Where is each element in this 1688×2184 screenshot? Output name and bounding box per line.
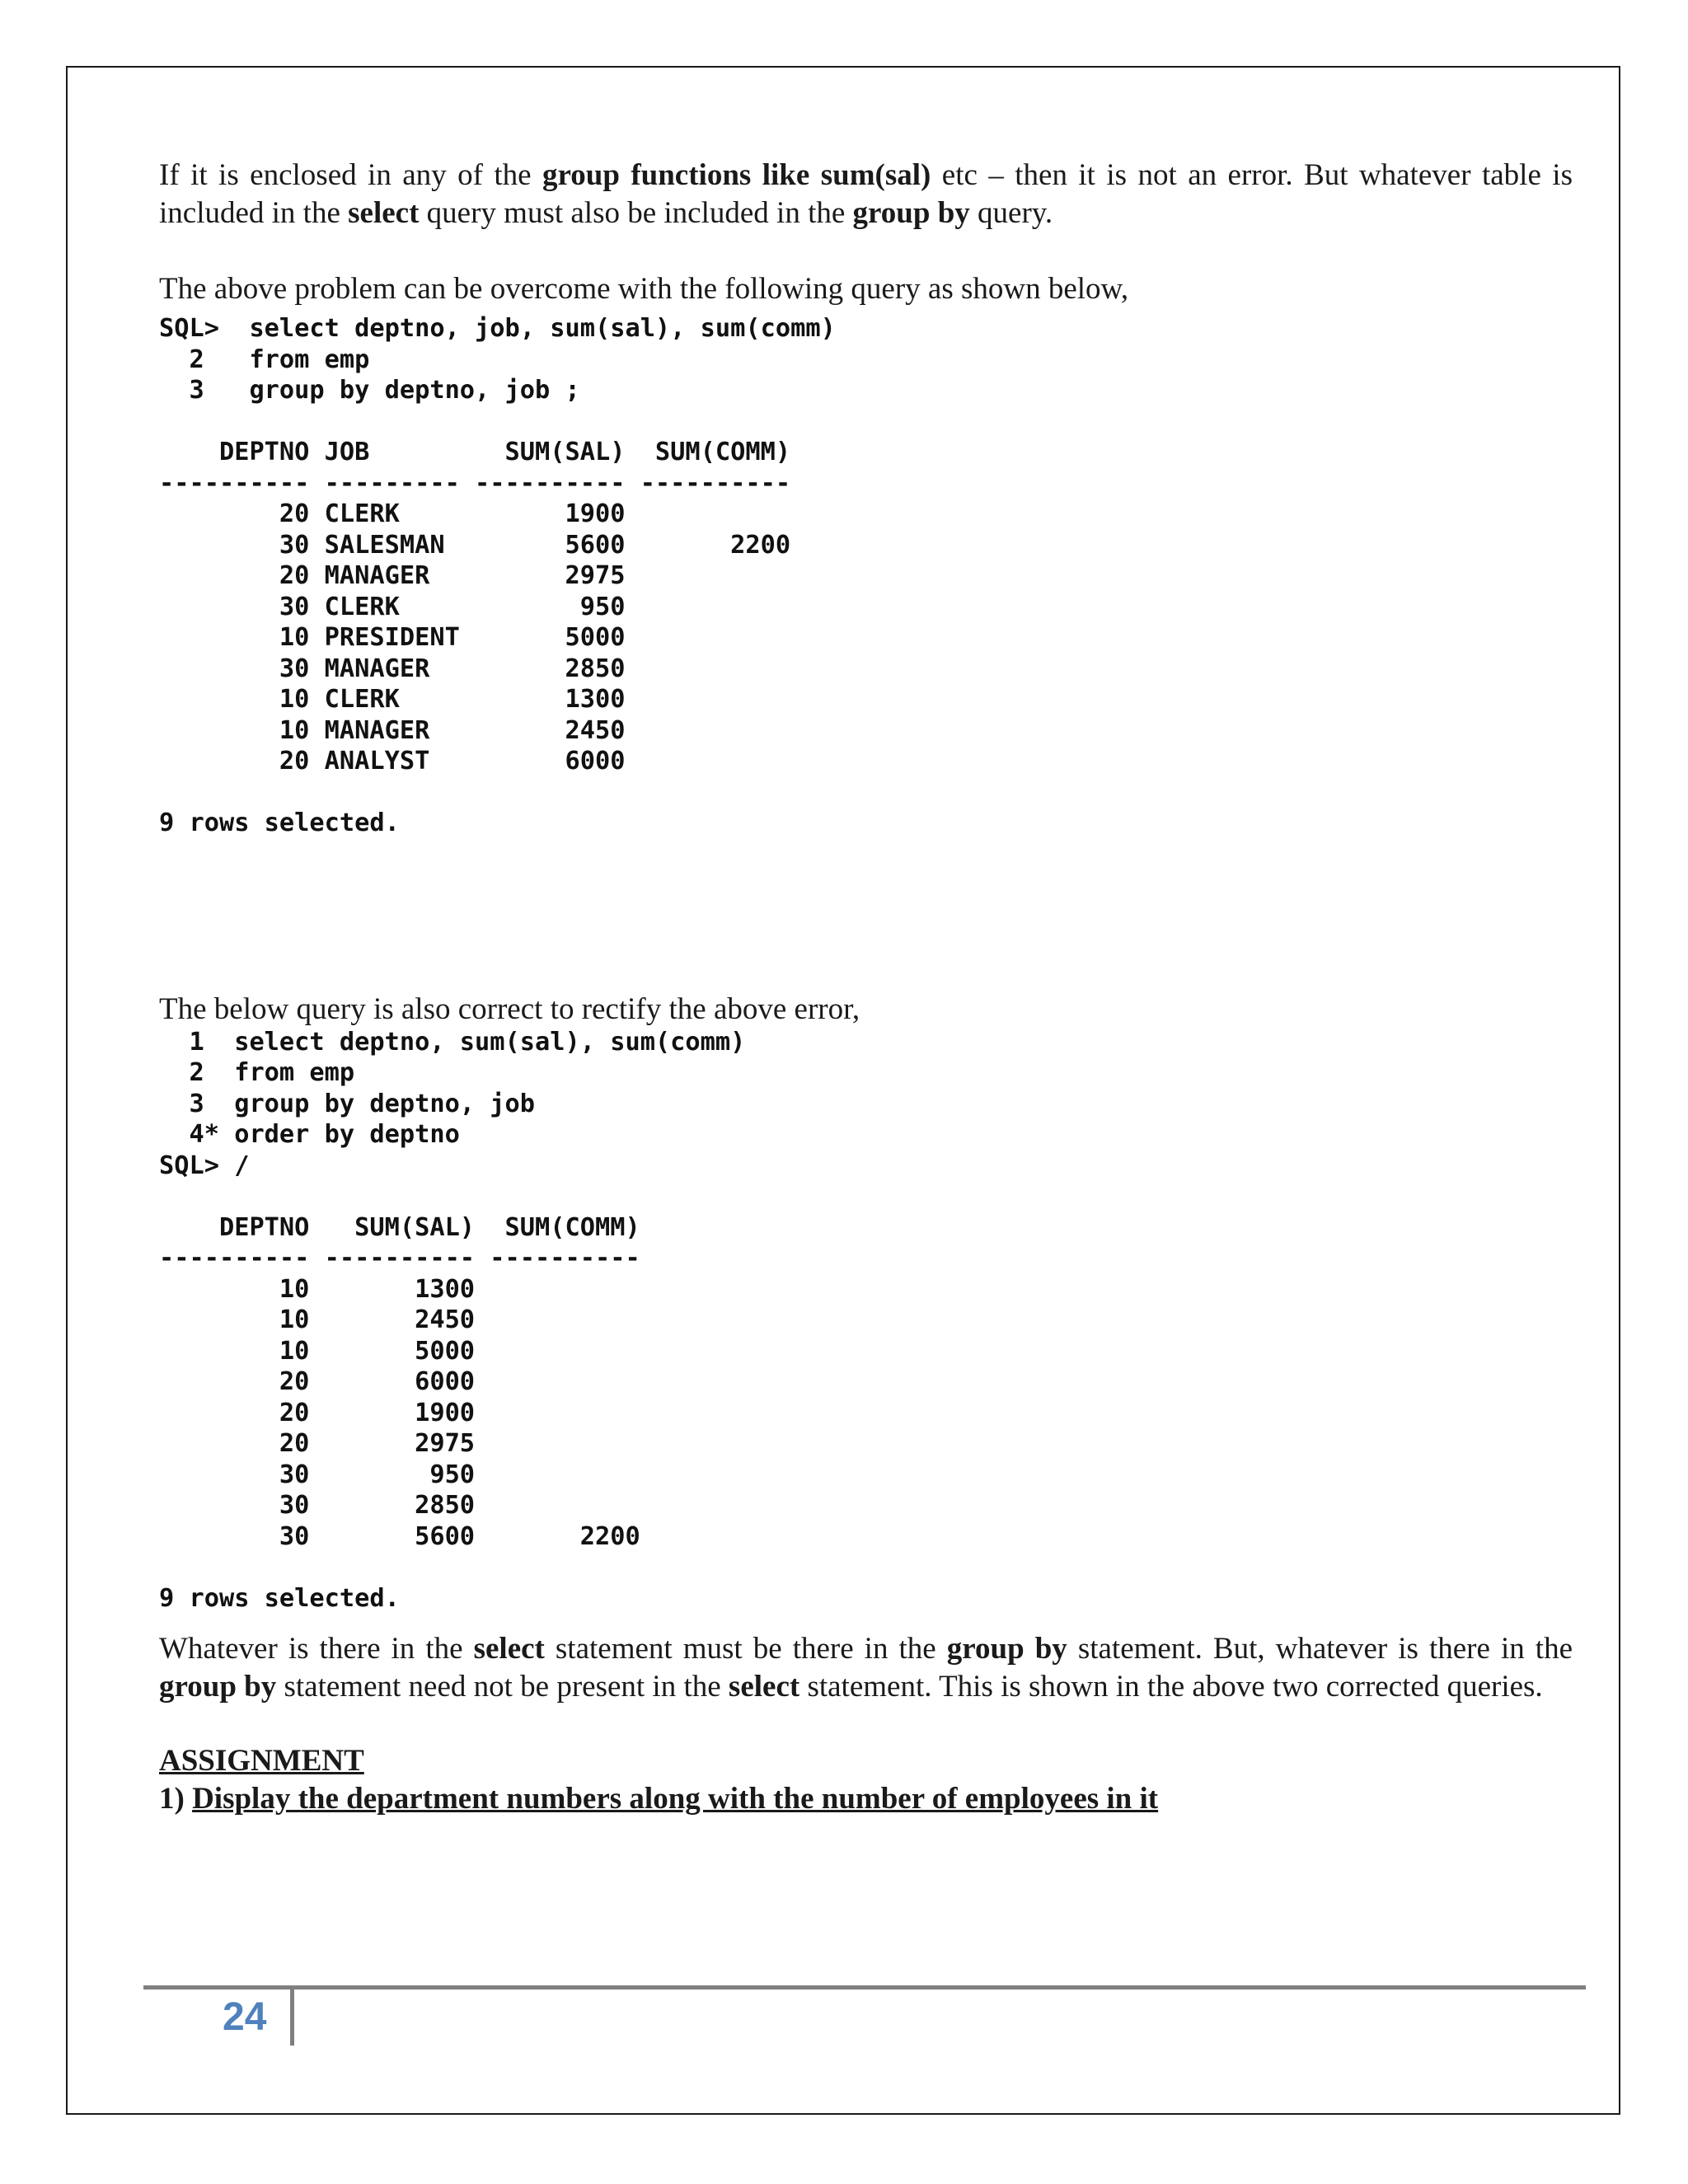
table-row: 20 CLERK 1900 [159, 499, 626, 528]
paragraph-select-groupby [159, 1630, 1573, 1706]
query1-block [159, 313, 1573, 839]
bold-text: group by [159, 1670, 277, 1704]
table-row: 10 MANAGER 2450 [159, 715, 626, 745]
code-line: 2 from emp [159, 344, 370, 374]
table-row: 30 950 [159, 1460, 476, 1489]
table-row: 30 CLERK 950 [159, 592, 626, 621]
paragraph-group-functions [159, 157, 1573, 232]
code-line: SQL> / [159, 1151, 250, 1180]
text: Whatever is there in the [159, 1632, 474, 1666]
text: statement must be there in the [544, 1632, 947, 1666]
result-separator: ---------- ---------- ---------- [159, 1244, 640, 1272]
bold-text: group functions like sum(sal) [542, 158, 931, 192]
table-row: 30 MANAGER 2850 [159, 654, 626, 683]
footer-divider [290, 1988, 294, 2046]
table-row: 10 2450 [159, 1305, 476, 1334]
page-content [159, 157, 1573, 1818]
code-line: 3 group by deptno, job ; [159, 376, 580, 405]
text: etc – then it is not an error. But whatever table is included in the [159, 158, 1573, 230]
bold-text: select [348, 196, 420, 230]
assignment-heading: ASSIGNMENT [159, 1744, 364, 1778]
code-line: 2 from emp [159, 1058, 355, 1087]
code-line: 3 group by deptno, job [159, 1089, 536, 1118]
table-row: 10 1300 [159, 1274, 476, 1304]
table-row: 20 1900 [159, 1398, 476, 1427]
table-row: 10 PRESIDENT 5000 [159, 623, 626, 652]
result-header: DEPTNO JOB SUM(SAL) SUM(COMM) [159, 438, 791, 466]
text: statement. This is shown in the above two corrected queries. [799, 1670, 1543, 1704]
result-separator: ---------- --------- ---------- ---------- [159, 468, 791, 498]
table-row: 30 SALESMAN 5600 2200 [159, 530, 791, 560]
paragraph-rectify: The below query is also correct to rectify the above error, [159, 991, 860, 1026]
rows-selected: 9 rows selected. [159, 808, 400, 837]
table-row: 10 5000 [159, 1336, 476, 1366]
bold-text: group by [852, 196, 970, 230]
code-line: 1 select deptno, sum(sal), sum(comm) [159, 1027, 746, 1057]
table-row: 10 CLERK 1300 [159, 685, 626, 714]
footer-rule [143, 1985, 1586, 1990]
text: query. [969, 196, 1053, 230]
task-text: Display the department numbers along with the number of employees in it [192, 1782, 1159, 1816]
paragraph-overcome: The above problem can be overcome with the following query as shown below, [159, 272, 1129, 306]
table-row: 20 2975 [159, 1429, 476, 1458]
table-row: 30 2850 [159, 1491, 476, 1520]
text: If it is enclosed in any of the [159, 158, 542, 192]
text: query must also be included in the [419, 196, 853, 230]
text: statement need not be present in the [276, 1670, 729, 1704]
bold-text: select [728, 1670, 800, 1704]
code-line: 4* order by deptno [159, 1120, 460, 1149]
result-header: DEPTNO SUM(SAL) SUM(COMM) [159, 1212, 640, 1242]
table-row: 30 5600 2200 [159, 1521, 640, 1551]
table-row: 20 6000 [159, 1367, 476, 1396]
page-number: 24 [223, 1995, 267, 2039]
text: statement. But, whatever is there in the [1067, 1632, 1573, 1666]
assignment-task [159, 1780, 1573, 1818]
table-row: 20 ANALYST 6000 [159, 747, 626, 776]
bold-text: group by [946, 1632, 1067, 1666]
task-number: 1) [159, 1782, 193, 1816]
table-row: 20 MANAGER 2975 [159, 561, 626, 590]
code-line: SQL> select deptno, job, sum(sal), sum(comm) [159, 314, 836, 343]
query2-block [159, 1027, 1573, 1615]
rows-selected: 9 rows selected. [159, 1583, 400, 1613]
bold-text: select [473, 1632, 545, 1666]
